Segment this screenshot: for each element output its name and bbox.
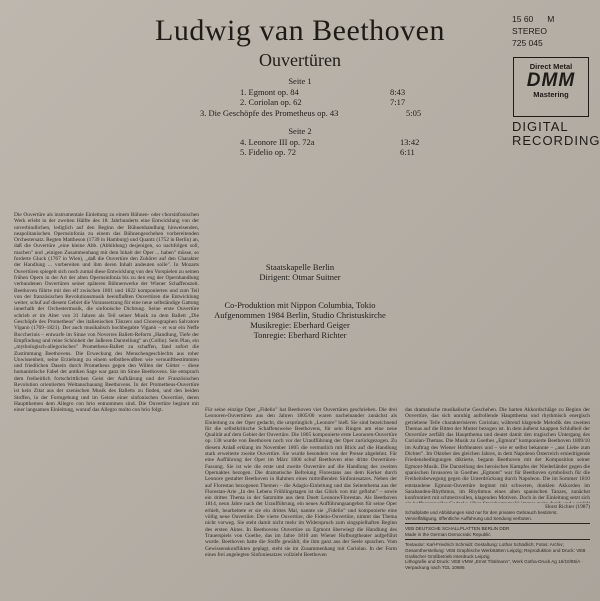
- liner-notes-author: Horst Richter (1987): [545, 504, 590, 510]
- conductor: Dirigent: Otmar Suitner: [259, 272, 341, 282]
- track-title: 5. Fidelio op. 72: [240, 147, 296, 157]
- divider: [405, 539, 590, 540]
- legal-line-2: VEB DEUTSCHE SCHALLPLATTEN BERLIN DDR: [405, 526, 510, 532]
- composer-name: Ludwig van Beethoven: [155, 14, 445, 47]
- coproduction: Co-Produktion mit Nippon Columbia, Tokio: [224, 300, 376, 310]
- side-2-label: Seite 2: [288, 126, 312, 136]
- track-time: 6:11: [400, 147, 415, 157]
- track-title: 1. Egmont op. 84: [240, 86, 299, 97]
- tracklist: [200, 76, 500, 158]
- album-title: Ouvertüren: [259, 50, 341, 70]
- liner-notes-column-2: Für seine einzige Oper „Fidelio" hat Beethoven vier Ouvertüren geschrieben. Die drei Leonoren-Ouvertüren aus den Jahren 1805/06 waren nacheinander zunächst als Einleitung zu der Oper gedacht, die ursprünglich „Leonore" hieß. Sie sind bezeichnend für die selbstkritische Schaffensweise Beethovens, für sein Ringen um eine neue Qualität auf dem Gebiet der Ouvertüre. Die 1805 komponierte erste Leonoren-Ouvertüre op. 138 wurde von Beethoven noch vor der Uraufführung der Oper zurückgezogen. Zu diesem Anlaß erklang im November 1805 die vermutlich mit Blick auf die Handlung stark erweiterte zweite Ouvertüre. Sie wurde besonders von der Presse abgelehnt. Für eine Aufführung der Oper im März 1806 schuf Beethoven eine dritte Ouvertüren-Fassung. Sie ist wie die erste und zweite Ouvertüre auf die Handlung des zweiten Opernaktes bezogen. Die dramatische Befreiung Florestans aus dem Kerker durch Leonore gestaltet Beethoven in Rahmen eines mitreißenden Sinfoniesatzes. Neben der auf Florestan bezogenen Themen – die Adagio-Einleitung und das Seitenthema aus der Florestan-Arie „In des Lebens Frühlingstagen ist das Glück von mir geflohn" – sowie ein drittes Thema in der Satzmitte aus dem Duett Leonore/Florestan. Als Beethoven 1814, neun Jahre nach der Uraufführung, ein neues Aufführungsangebot für seine Oper erhielt, bearbeitete er sie ein drittes Mal, nannte sie „Fidelio" und komponierte eine völlig neue Ouvertüre. Die vierte Ouvertüre, die Fidelio-Ouvertüre, nimmt das Thema nicht vorweg. Sie steht damit nicht mehr im Widerspruch zum singspielhaften Beginn des ersten Aktes. In Beethovens Ouvertüre zu Egmont überwiegt die Handlung des Trauerspiels von Goethe, das im Jahre 1810 am Wiener Hofburgtheater aufgeführt wurde. Beethoven hatte die Stoffe gewählt, die ihm ganz aus der Seele sprachen. Vom Gewissenskonflikten geplagt, steht sie im Zusammenhang mit Coriolan. In der Form eines frei angelegten Sinfoniesatzes vollzieht Beethoven: [205, 407, 397, 558]
- catalog-m: M: [547, 14, 555, 24]
- track-item: [200, 97, 500, 108]
- track-time: 13:42: [400, 136, 420, 147]
- track-time: 5:05: [406, 107, 422, 118]
- legal-line-3: Made in the German Democratic Republic: [405, 531, 491, 537]
- liner-notes-column-3: das dramatische musikalische Geschehen. Die harten Akkordschläge zu Beginn der Ouvertüre, das sich unruhig aufrollende Hauptthema und rhythmisch energisch getriebene Teile charakterisieren Coriolan; während klagende Melodik des zweiten Themas auf die Bitten der Mutter bezogen ist. In dem äußerst knappen Schlußteil der Ouvertüre zerfällt das Hauptthema und deutet damit den tragischen Untergang des Coriolan-Themas. Die Musik zu Goethes „Egmont" komponierte Beethoven 1809/10 im Auftrag des Wiener Hoftheaters und – wie er selbst bekannte – „aus Liebe zum Dichter". Im Oktober des gleichen Jahres, in dem Napoleon Österreich erniedrigende Friedensbedingungen diktierte, begann Beethoven mit der Komposition seiner Egmont-Musik. Die Darstellung des heroischen Kampfes der Niederländer gegen die spanischen Invasoren in Goethes „Egmont" war für Beethoven symbolisch für die Freiheitsbewegung gegen die Unterdrückung durch Napoleon. Die im Sommer 1810 entstandene Egmont-Ouvertüre beginnt mit schweren, dunklen Akkorden im Sarabanden-Rhythmus, im Rhythmus eines alten spanischen Tanzes, zunächst konfrontiert mit schmerzvollen, klagenden Motiven. Doch in der Einleitung setzt sich: [405, 407, 590, 502]
- track-item: [200, 108, 500, 119]
- legal-line-5: Lithografie und Druck: VEB VMW „Ernst Thälmann", Werk Gotha-Druck Ag 16/10/85/A · Verpackung nach TGL 10695: [405, 559, 583, 570]
- track-title: 2. Coriolan op. 62: [240, 97, 302, 107]
- dmm-badge: [513, 57, 589, 117]
- performers: [200, 262, 400, 282]
- divider: [405, 523, 590, 524]
- recorded-at: Aufgenommen 1984 Berlin, Studio Christuskirche: [214, 310, 386, 320]
- format-label: STEREO: [512, 26, 547, 36]
- track-time: 7:17: [390, 97, 406, 107]
- dmm-logo: DMM: [526, 70, 576, 91]
- track-title: 4. Leonore III op. 72a: [240, 136, 315, 147]
- production-credits: [200, 300, 400, 340]
- track-item: [200, 147, 500, 158]
- side-2: [200, 126, 500, 158]
- catalog-number-1: 15 60: [512, 14, 534, 24]
- digital-recording-label: [512, 120, 600, 148]
- track-title: 3. Die Geschöpfe des Prometheus op. 43: [200, 107, 339, 118]
- liner-notes-column-1: Die Ouvertüre als instrumentale Einleitung zu einem Bühnen- oder chorsinfonischen Werk erlebt in der zweiten Hälfte des 18. Jahrhunderts eine Entwicklung von der unverbindlichen, lediglich auf den Beginn der Bühnenhandlung hinweisenden, neapolitanischen Opernsinfonia zu einem das Bühnengeschehen vorbereitenden Orchestersatz. Regten Mattheson (1739 in Hamburg) und Quantz (1752 in Berlin) an, daß die Ouvertüre „eine kleine Abb. (Abbildung) desjenigen, so nachfolgen soll, machen" und „einigen Zusammenhang mit dem Inhalt der Oper ... haben" müsse, so forderte Gluck (1767 in Wien), „daß die Ouvertüre den Zuhörer auf den Charakter der Handlung ... vorbereiten und ihm deren Inhalt andeuten solle". In Mozarts Ouvertüren spiegelt sich noch zumal diese Entwicklung von den Vorspielen zu seinen frühen Opern in der Art der alten Opernsinfonia bis zu den eng der Opernhandlung verbundenen Ouvertüren seiner späteren Bühnenwerke der Wiener Schaffenszeit. Beethoven führte mit den elf zwischen 1801 und 1822 komponierten und zum Teil von der französischen Revolutionsmusik beeinflußten Ouvertüren die Entwicklung weiter, schuf auf diesem Gebiet die Voraussetzung für eine neue selbständige Gattung innerhalb der Orchestermusik, die sinfonische Dichtung. Seine erste Ouvertüre schrieb er im Alter von 31 Jahren als Teil seiner Musik zu dem Ballett „Die Geschöpfe des Prometheus" des italienischen Tänzers und Choreographen Salvatore Viganò (1769–1821). Der auch musikalisch hochbegabte Viganò – er war ein Neffe Boccherinis – entwarfe im Sinne von Noverres Ballett-Reform „Handlung, Tiefe der Empfindung und reine Schönheit der äußeren Darstellung" an (Collin). Sein Plan, ein „mythologisch-allegorisches" Prometheus-Ballett zu schaffen, fand sofort die Zustimmung Beethovens. Die Erweckung des Menschengeschlechts aus roher Unwissenheit, seine Erziehung zu einem selbstbewußten wie vernunftbestimmten und friedlichen Dasein durch Prometheus gegen den Willen der Götter – diese humanistische Fabel der antiken Sage war ganz im Sinne Beethovens. Sie entsprach dem freiheitlich fortschrittlichen Geist der Aufklärung und der Französischen Revolution orientierten Weltanschauung Beethovens. In der Prometheus-Ouvertüre ist kein Zitat aus der szenischen Musik des Balletts zu finden, und den beiden Stoffen, in der Formgebung und im Geiste einer sinfonischen Ouvertüre, deren Hauptthemen dem Allegro con brio entnommen sind. Die Ouvertüre beginnt mit einer langsamen Einleitung, worauf das Allegro molto con brio folgt.: [14, 212, 199, 414]
- track-item: [200, 87, 500, 98]
- side-1: [200, 76, 500, 118]
- dmm-line-3: Mastering: [533, 90, 569, 99]
- side-1-label: Seite 1: [288, 76, 312, 86]
- legal-line-4: Textautor: Karl-Friedrich Schmidt; Gestaltung: Lothar Schädlich; Fotos: Archiv; Gesamtherstellung: VEB Graphische Werkstätten Leipzig; Reproduktion und Druck: VEB Grafischer Großbetrieb Interdruck Leipzig: [405, 542, 586, 559]
- legal-notice: [405, 510, 590, 570]
- catalog-codes: [512, 13, 554, 49]
- orchestra: Staatskapelle Berlin: [265, 262, 335, 272]
- recording-line: RECORDING: [512, 133, 600, 148]
- legal-line-1: Schallplatte und Abbildungen sind nur für den privaten Gebrauch bestimmt. Vervielfältigung, öffentliche Aufführung und Sendung verboten.: [405, 510, 558, 521]
- track-time: 8:43: [390, 86, 406, 97]
- music-director: Musikregie: Eberhard Geiger: [250, 320, 350, 330]
- digital-line: DIGITAL: [512, 119, 569, 134]
- catalog-number-2: 725 045: [512, 38, 543, 48]
- sound-engineer: Tonregie: Eberhard Richter: [253, 330, 347, 340]
- track-item: [200, 137, 500, 148]
- dmm-line-1: Direct Metal: [529, 62, 573, 71]
